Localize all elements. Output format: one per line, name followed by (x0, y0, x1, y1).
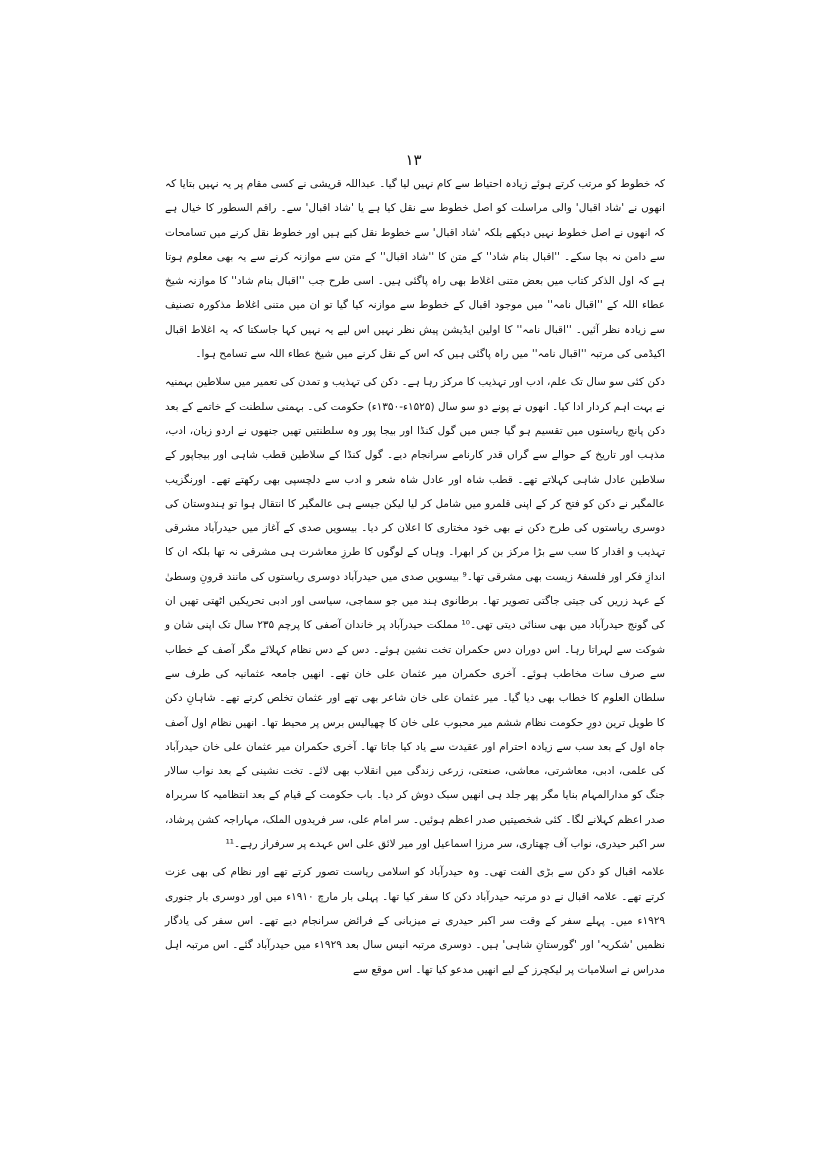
paragraph: علامہ اقبال کو دکن سے بڑی الفت تھی۔ وہ حیدرآباد کو اسلامی ریاست تصور کرتے تھے اور نظام کی بھی عزت کرتے تھے۔ علامہ اقبال نے دو مرتبہ حیدرآباد دکن کا سفر کیا تھا۔ پہلی بار مارچ ۱۹۱۰ء میں اور دوسری بار جنوری ۱۹۲۹ء میں۔ پہلے سفر کے وقت سر اکبر حیدری نے میزبانی کے فرائض سرانجام دیے تھے۔ اس سفر کی یادگار نظمیں 'شکریہ' اور 'گورستانِ شاہی' ہیں۔ دوسری مرتبہ انیس سال بعد ۱۹۲۹ء میں حیدرآباد گئے۔ اس مرتبہ اہل مدراس نے اسلامیات پر لیکچرز کے لیے انھیں مدعو کیا تھا۔ اس موقع سے (165, 866, 665, 976)
paragraph: کہ خطوط کو مرتب کرتے ہوئے زیادہ احتیاط سے کام نہیں لیا گیا۔ عبداللہ قریشی نے کسی مقام پر یہ نہیں بتایا کہ انھوں نے 'شاد اقبال' والی مراسلت کو اصل خطوط سے نقل کیا ہے یا 'شاد اقبال' سے۔ راقم السطور کا خیال ہے کہ انھوں نے اصل خطوط نہیں دیکھے بلکہ 'شاد اقبال' سے خطوط نقل کیے ہیں اور خطوط نقل کرنے میں تسامحات سے دامن نہ بچا سکے۔ ''اقبال بنام شاد'' کے متن کا ''شاد اقبال'' کے متن سے موازنہ کرنے سے یہ بھی معلوم ہوتا ہے کہ اول الذکر کتاب میں بعض متنی اغلاط بھی راہ پاگئی ہیں۔ اسی طرح جب ''اقبال بنام شاد'' کا موازنہ شیخ عطاء اللہ کے ''اقبال نامہ'' میں موجود اقبال کے خطوط سے موازنہ کیا گیا تو ان میں متنی اغلاط مذکورہ تصنیف سے زیادہ نظر آئیں۔ ''اقبال نامہ'' کا اولین ایڈیشن پیش نظر نہیں اس لیے یہ نہیں کہا جاسکتا کہ یہ اغلاط اقبال اکیڈمی کی مرتبہ ''اقبال نامہ'' میں راہ پاگئی ہیں کہ اس کے نقل کرنے میں شیخ عطاء اللہ سے تسامح ہوا۔ (165, 178, 665, 361)
text-body (165, 172, 665, 986)
paragraph: دکن کئی سو سال تک علم، ادب اور تہذیب کا مرکز رہا ہے۔ دکن کی تہذیب و تمدن کی تعمیر میں سلاطین بہمنیہ نے بہت اہم کردار ادا کیا۔ انھوں نے پونے دو سو سال (۱۵۲۵ء-۱۳۵۰ء) حکومت کی۔ بہمنی سلطنت کے خاتمے کے بعد دکن پانچ ریاستوں میں تقسیم ہو گیا جس میں گول کنڈا اور بیجا پور وہ سلطنتیں تھیں جنھوں نے اردو زبان، ادب، مذہب اور تاریخ کے حوالے سے گراں قدر کارنامے سرانجام دیے۔ گول کنڈا کے سلاطین قطب شاہی اور بیجاپور کے سلاطین عادل شاہی کہلاتے تھے۔ قطب شاہ اور عادل شاہ شعر و ادب سے دلچسپی بھی رکھتے تھے۔ اورنگزیب عالمگیر نے دکن کو فتح کر کے اپنی قلمرو میں شامل کر لیا لیکن جیسے ہی عالمگیر کا انتقال ہوا تو ہندوستان کی دوسری ریاستوں کی طرح دکن نے بھی خود مختاری کا اعلان کر دیا۔ بیسویں صدی کے آغاز میں حیدرآباد مشرقی تہذیب و اقدار کا سب سے بڑا مرکز بن کر ابھرا۔ وہاں کے لوگوں کا طرزِ معاشرت ہی مشرقی نہ تھا بلکہ ان کا اندازِ فکر اور فلسفۂ زیست بھی مشرقی تھا۔⁹ بیسویں صدی میں حیدرآباد دوسری ریاستوں کی مانند قرونِ وسطیٰ کے عہد زریں کی جیتی جاگتی تصویر تھا۔ برطانوی ہند میں جو سماجی، سیاسی اور ادبی تحریکیں اٹھتی تھیں ان کی گونج حیدرآباد میں بھی سنائی دیتی تھی۔¹⁰ مملکت حیدرآباد پر خاندان آصفی کا پرچم ۲۳۵ سال تک اپنی شان و شوکت سے لہراتا رہا۔ اس دوران دس حکمران تخت نشین ہوئے۔ دس کے دس نظام کہلائے مگر آصف کے خطاب سے صرف سات مخاطب ہوئے۔ آخری حکمران میر عثمان علی خان تھے۔ انھیں جامعہ عثمانیہ کی طرف سے سلطان العلوم کا خطاب بھی دیا گیا۔ میر عثمان علی خان شاعر بھی تھے اور عثمان تخلص کرتے تھے۔ شاہانِ دکن کا طویل ترین دورِ حکومت نظام ششم میر محبوب علی خان کا چھیالیس برس پر محیط تھا۔ انھیں نظام اول آصف جاہ اول کے بعد سب سے زیادہ احترام اور عقیدت سے یاد کیا جاتا تھا۔ آخری حکمران میر عثمان علی خان حیدرآباد کی علمی، ادبی، معاشرتی، معاشی، صنعتی، زرعی زندگی میں انقلاب بھی لائے۔ تخت نشینی کے بعد نواب سالار جنگ کو مدارالمہام بنایا مگر پھر جلد ہی انھیں سبک دوش کر دیا۔ باب حکومت کے قیام کے بعد انتظامیہ کا سربراہ صدر اعظم کہلانے لگا۔ کئی شخصیتیں صدر اعظم ہوئیں۔ سر امام علی، سر فریدوں الملک، مہاراجہ کشن پرشاد، سر اکبر حیدری، نواب آف چھتاری، سر مرزا اسماعیل اور میر لائق علی اس عہدے پر سرفراز رہے۔¹¹ (165, 376, 666, 851)
page-number: ۱۳ (405, 151, 422, 169)
